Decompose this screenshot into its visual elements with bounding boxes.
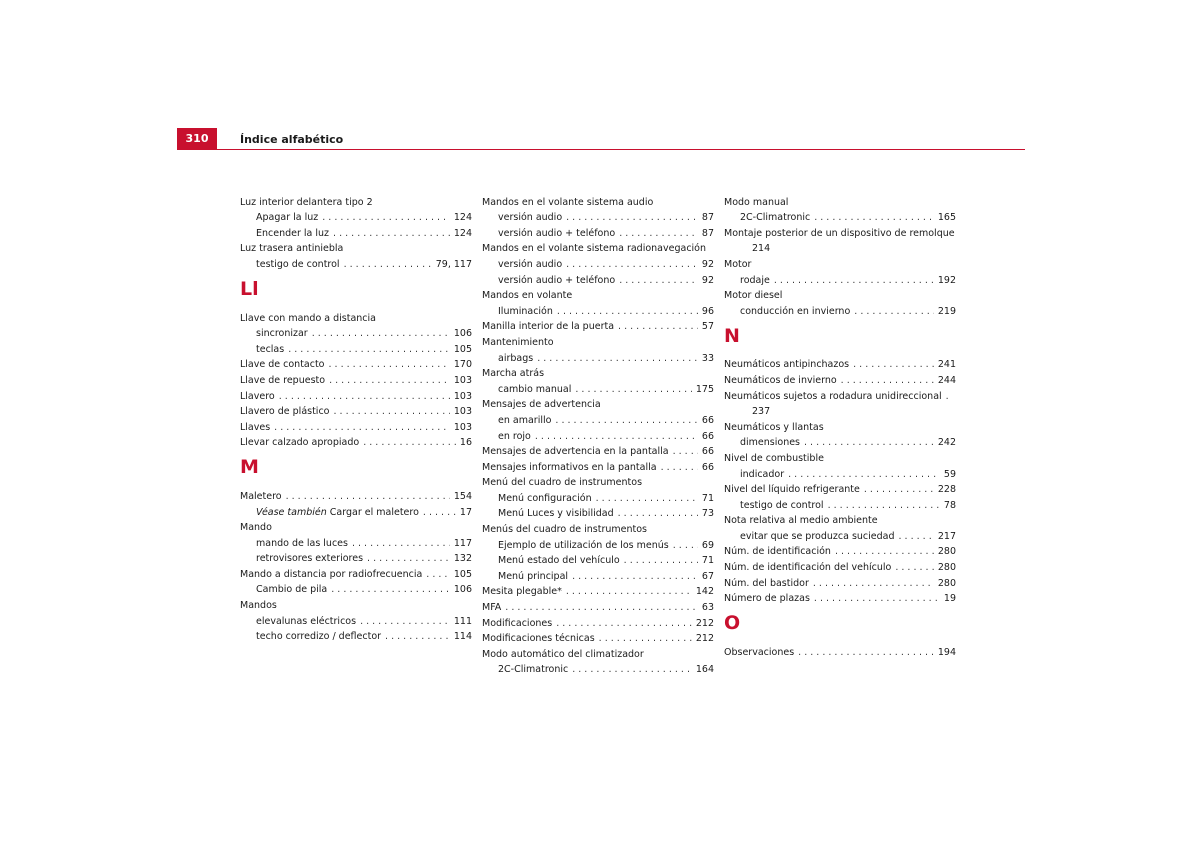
- dot-leader: [329, 359, 450, 370]
- entry-text: evitar que se produzca suciedad: [740, 530, 895, 542]
- page-reference: 280: [937, 562, 956, 574]
- index-entry: [724, 511, 956, 527]
- page-reference: 66: [701, 414, 714, 426]
- index-subentry: [724, 208, 956, 224]
- index-page-continuation: [724, 239, 956, 255]
- page-reference: 175: [695, 383, 714, 395]
- entry-text: Llevar calzado apropiado: [240, 437, 360, 449]
- index-subentry: [724, 433, 956, 449]
- index-subentry: [482, 254, 714, 270]
- entry-text: MFA: [482, 602, 502, 614]
- index-entry: [724, 448, 956, 464]
- entry-text: Ejemplo de utilización de los menús: [498, 539, 669, 551]
- dot-leader: [854, 306, 934, 317]
- page-reference: 105: [453, 343, 472, 355]
- index-entry: [482, 442, 714, 458]
- entry-text: conducción en invierno: [740, 305, 851, 317]
- section-letter-heading: Ll: [240, 277, 259, 300]
- entry-text: Mantenimiento: [482, 336, 554, 348]
- index-subentry: [482, 410, 714, 426]
- index-entry: [482, 629, 714, 645]
- entry-text: Número de plazas: [724, 593, 810, 605]
- index-entry: [482, 395, 714, 411]
- dot-leader: [572, 664, 692, 675]
- index-subentry: [482, 535, 714, 551]
- page-reference: 228: [937, 484, 956, 496]
- page-reference: 59: [943, 468, 956, 480]
- index-entry: [240, 564, 472, 580]
- entry-text: Menú principal: [498, 570, 569, 582]
- index-entry: [482, 613, 714, 629]
- index-subentry: [724, 495, 956, 511]
- index-subentry: [724, 270, 956, 286]
- page-reference: 87: [701, 212, 714, 224]
- index-subentry: [724, 464, 956, 480]
- index-subentry: [240, 611, 472, 627]
- entry-text: Mensajes de advertencia: [482, 399, 601, 411]
- index-entry: [240, 239, 472, 255]
- entry-text: elevalunas eléctricos: [256, 615, 357, 627]
- entry-text: Nota relativa al medio ambiente: [724, 515, 878, 527]
- page-reference: 117: [453, 537, 472, 549]
- section-letter-heading: O: [724, 612, 741, 635]
- dot-leader: [572, 571, 698, 582]
- dot-leader: [505, 602, 698, 613]
- index-subentry: [482, 504, 714, 520]
- entry-text: Luz interior delantera tipo 2: [240, 196, 373, 208]
- index-entry: [482, 644, 714, 660]
- entry-text: mando de las luces: [256, 537, 348, 549]
- entry-text: Mensajes informativos en la pantalla: [482, 461, 657, 473]
- index-subentry: [240, 580, 472, 596]
- page-reference: 103: [453, 390, 472, 402]
- page-reference: 66: [701, 446, 714, 458]
- page-reference: 71: [701, 492, 714, 504]
- entry-text: Llavero de plástico: [240, 406, 330, 418]
- entry-text: Nivel del líquido refrigerante: [724, 484, 860, 496]
- index-subentry: [482, 551, 714, 567]
- index-subentry: [240, 533, 472, 549]
- page-reference: 106: [453, 584, 472, 596]
- dot-leader: [423, 507, 456, 518]
- index-subentry: [482, 488, 714, 504]
- entry-text: airbags: [498, 352, 534, 364]
- entry-text: Motor diesel: [724, 290, 783, 302]
- entry-text: Mando a distancia por radiofrecuencia: [240, 568, 423, 580]
- index-subentry: [240, 339, 472, 355]
- entry-text: teclas: [256, 343, 285, 355]
- dot-leader: [385, 631, 450, 642]
- entry-text: Llaves: [240, 421, 271, 433]
- entry-text: 2C-Climatronic: [498, 664, 569, 676]
- page-reference: 192: [937, 274, 956, 286]
- dot-leader: [322, 212, 450, 223]
- entry-text: Mandos en volante: [482, 290, 573, 302]
- page-number: 310: [177, 128, 217, 150]
- entry-text: Llave con mando a distancia: [240, 312, 376, 324]
- index-subentry: [482, 566, 714, 582]
- index-entry: [240, 402, 472, 418]
- dot-leader: [367, 553, 450, 564]
- page-reference: 66: [701, 430, 714, 442]
- page-reference: 66: [701, 461, 714, 473]
- entry-text: Mandos: [240, 600, 277, 612]
- entry-text: Apagar la luz: [256, 212, 319, 224]
- index-column-2: [482, 192, 714, 675]
- entry-text: Maletero: [240, 490, 282, 502]
- page-reference: 111: [453, 615, 472, 627]
- dot-leader: [566, 586, 692, 597]
- page-reference: 165: [937, 212, 956, 224]
- index-entry: [724, 642, 956, 658]
- dot-leader: [274, 422, 450, 433]
- index-entry: [724, 542, 956, 558]
- dot-leader: [360, 616, 450, 627]
- entry-text: Luz trasera antiniebla: [240, 243, 344, 255]
- index-subentry: [240, 549, 472, 565]
- page-reference: 244: [937, 374, 956, 386]
- dot-leader: [618, 508, 698, 519]
- header-divider: [177, 149, 1025, 150]
- index-subentry: [482, 301, 714, 317]
- index-subentry: [240, 324, 472, 340]
- entry-text: Modificaciones: [482, 617, 553, 629]
- dot-leader: [835, 546, 934, 557]
- index-entry: [482, 582, 714, 598]
- entry-text: Llavero: [240, 390, 275, 402]
- index-entry: [240, 433, 472, 449]
- entry-text: Mandos en el volante sistema audio: [482, 196, 654, 208]
- entry-text: Núm. de identificación del vehículo: [724, 562, 892, 574]
- index-entry: [482, 597, 714, 613]
- dot-leader: [363, 437, 456, 448]
- entry-text: Cambio de pila: [256, 584, 328, 596]
- index-entry: [724, 355, 956, 371]
- see-also-target: Cargar el maletero: [329, 506, 419, 518]
- index-entry: [482, 364, 714, 380]
- index-entry: [724, 417, 956, 433]
- entry-text: Iluminación: [498, 305, 553, 317]
- index-entry: [724, 286, 956, 302]
- index-entry: [724, 370, 956, 386]
- index-entry: [724, 254, 956, 270]
- page-reference: 16: [459, 437, 472, 449]
- page-reference: 219: [937, 305, 956, 317]
- index-entry: [724, 589, 956, 605]
- dot-leader: [288, 344, 450, 355]
- index-entry: [724, 480, 956, 496]
- page-reference: 19: [943, 593, 956, 605]
- index-entry: [240, 417, 472, 433]
- page-reference: 33: [701, 352, 714, 364]
- dot-leader: [619, 228, 698, 239]
- entry-text: 237: [752, 406, 771, 418]
- index-entry: [482, 239, 714, 255]
- index-subentry: [240, 208, 472, 224]
- index-subentry: [482, 270, 714, 286]
- entry-text: cambio manual: [498, 383, 572, 395]
- entry-text: dimensiones: [740, 437, 801, 449]
- entry-text: Menú configuración: [498, 492, 592, 504]
- page-reference: 194: [937, 646, 956, 658]
- index-subentry: [482, 426, 714, 442]
- entry-text: Modo manual: [724, 196, 789, 208]
- dot-leader: [673, 446, 698, 457]
- entry-text: Mando: [240, 522, 272, 534]
- entry-text: Manilla interior de la puerta: [482, 321, 615, 333]
- page-reference: 69: [701, 539, 714, 551]
- dot-leader: [537, 353, 698, 364]
- page-reference: 114: [453, 631, 472, 643]
- index-page-continuation: [724, 402, 956, 418]
- dot-leader: [279, 391, 450, 402]
- index-subentry: [482, 208, 714, 224]
- dot-leader: [946, 391, 952, 402]
- page-reference: 154: [453, 490, 472, 502]
- entry-text: Llave de repuesto: [240, 374, 326, 386]
- entry-text: sincronizar: [256, 328, 308, 340]
- entry-text: Menús del cuadro de instrumentos: [482, 524, 647, 536]
- index-entry: [724, 192, 956, 208]
- entry-text: Nivel de combustible: [724, 452, 824, 464]
- page-reference: 92: [701, 258, 714, 270]
- dot-leader: [352, 538, 450, 549]
- index-subentry: [482, 660, 714, 676]
- dot-leader: [813, 578, 934, 589]
- entry-text: Montaje posterior de un dispositivo de remolque: [724, 227, 955, 239]
- entry-text: Menú Luces y visibilidad: [498, 508, 614, 520]
- index-entry: [240, 355, 472, 371]
- dot-leader: [624, 555, 698, 566]
- page-reference: 103: [453, 374, 472, 386]
- index-subentry: [482, 223, 714, 239]
- entry-text: retrovisores exteriores: [256, 553, 364, 565]
- dot-leader: [426, 569, 450, 580]
- index-subentry: [240, 254, 472, 270]
- entry-text: Llave de contacto: [240, 359, 325, 371]
- entry-text: Mensajes de advertencia en la pantalla: [482, 446, 669, 458]
- entry-text: Marcha atrás: [482, 368, 545, 380]
- entry-text: Neumáticos antipinchazos: [724, 359, 850, 371]
- index-entry: [240, 192, 472, 208]
- index-entry: [482, 286, 714, 302]
- entry-text: Núm. de identificación: [724, 546, 831, 558]
- dot-leader: [334, 406, 450, 417]
- dot-leader: [828, 500, 940, 511]
- entry-text: Modificaciones técnicas: [482, 633, 595, 645]
- dot-leader: [331, 584, 450, 595]
- page-reference: 212: [695, 633, 714, 645]
- page-reference: 242: [937, 437, 956, 449]
- page-reference: 63: [701, 602, 714, 614]
- page-reference: 71: [701, 555, 714, 567]
- dot-leader: [895, 562, 934, 573]
- dot-leader: [557, 306, 698, 317]
- page-title: Índice alfabético: [240, 133, 344, 146]
- entry-text: Neumáticos de invierno: [724, 374, 837, 386]
- dot-leader: [556, 618, 692, 629]
- page-reference: 142: [695, 586, 714, 598]
- entry-text: versión audio: [498, 212, 563, 224]
- page-reference: 87: [701, 227, 714, 239]
- entry-text: techo corredizo / deflector: [256, 631, 382, 643]
- entry-text: [256, 507, 419, 518]
- page-reference: 280: [937, 546, 956, 558]
- page-reference: 170: [453, 359, 472, 371]
- dot-leader: [864, 484, 934, 495]
- entry-text: Menú estado del vehículo: [498, 555, 620, 567]
- section-letter-heading: M: [240, 456, 259, 479]
- page-reference: 124: [453, 227, 472, 239]
- page-reference: 124: [453, 212, 472, 224]
- index-entry: [240, 595, 472, 611]
- index-entry: [724, 557, 956, 573]
- dot-leader: [798, 647, 934, 658]
- index-subentry: [724, 526, 956, 542]
- entry-text: en rojo: [498, 430, 531, 442]
- dot-leader: [566, 212, 698, 223]
- dot-leader: [619, 275, 698, 286]
- index-column-1: [240, 192, 472, 642]
- dot-leader: [899, 531, 934, 542]
- dot-leader: [673, 540, 698, 551]
- index-entry: [724, 386, 956, 402]
- entry-text: Observaciones: [724, 646, 795, 658]
- index-subentry: [240, 627, 472, 643]
- entry-text: testigo de control: [256, 258, 340, 270]
- index-entry: [482, 457, 714, 473]
- index-subentry: [482, 379, 714, 395]
- page-reference: 164: [695, 664, 714, 676]
- dot-leader: [312, 328, 450, 339]
- dot-leader: [333, 228, 450, 239]
- dot-leader: [555, 415, 697, 426]
- index-entry: [240, 386, 472, 402]
- page-reference: 132: [453, 553, 472, 565]
- index-entry: [482, 473, 714, 489]
- page-reference: 79, 117: [435, 258, 472, 270]
- index-entry: [240, 308, 472, 324]
- dot-leader: [599, 633, 692, 644]
- dot-leader: [814, 593, 940, 604]
- index-subentry: [240, 502, 472, 518]
- index-subentry: [482, 348, 714, 364]
- entry-text: Núm. del bastidor: [724, 577, 809, 589]
- index-subentry: [240, 223, 472, 239]
- entry-text: versión audio + teléfono: [498, 274, 616, 286]
- index-entry: [482, 317, 714, 333]
- page-reference: 217: [937, 530, 956, 542]
- dot-leader: [566, 259, 698, 270]
- page-reference: 57: [701, 321, 714, 333]
- index-entry: [724, 573, 956, 589]
- index-entry: [482, 192, 714, 208]
- page-reference: 103: [453, 406, 472, 418]
- index-entry: [240, 518, 472, 534]
- page-reference: 73: [701, 508, 714, 520]
- page-reference: 105: [453, 568, 472, 580]
- dot-leader: [841, 375, 934, 386]
- dot-leader: [661, 462, 698, 473]
- entry-text: indicador: [740, 468, 785, 480]
- index-entry: [240, 486, 472, 502]
- dot-leader: [853, 359, 934, 370]
- dot-leader: [804, 437, 934, 448]
- index-subentry: [724, 301, 956, 317]
- page-reference: 67: [701, 570, 714, 582]
- see-also-label: Véase también: [256, 506, 327, 518]
- entry-text: versión audio: [498, 258, 563, 270]
- entry-text: en amarillo: [498, 414, 552, 426]
- index-entry: [240, 370, 472, 386]
- page-reference: 280: [937, 577, 956, 589]
- dot-leader: [596, 493, 698, 504]
- dot-leader: [535, 431, 698, 442]
- section-letter-heading: N: [724, 324, 740, 347]
- page-reference: 106: [453, 328, 472, 340]
- entry-text: Encender la luz: [256, 227, 330, 239]
- page-reference: 78: [943, 499, 956, 511]
- entry-text: Mesita plegable*: [482, 586, 562, 598]
- index-entry: [482, 519, 714, 535]
- entry-text: Mandos en el volante sistema radionavegación: [482, 243, 707, 255]
- dot-leader: [286, 491, 450, 502]
- entry-text: rodaje: [740, 274, 770, 286]
- page-reference: 241: [937, 359, 956, 371]
- entry-text: Modo automático del climatizador: [482, 648, 644, 660]
- dot-leader: [618, 321, 698, 332]
- dot-leader: [788, 469, 940, 480]
- index-entry: [482, 332, 714, 348]
- entry-text: Neumáticos sujetos a rodadura unidireccional: [724, 390, 942, 402]
- dot-leader: [329, 375, 450, 386]
- dot-leader: [344, 259, 432, 270]
- index-column-3: [724, 192, 956, 658]
- entry-text: Motor: [724, 258, 752, 270]
- page-reference: 17: [459, 506, 472, 518]
- page-reference: 92: [701, 274, 714, 286]
- page-reference: 96: [701, 305, 714, 317]
- page-reference: 212: [695, 617, 714, 629]
- entry-text: Neumáticos y llantas: [724, 421, 824, 433]
- dot-leader: [774, 275, 934, 286]
- entry-text: 214: [752, 243, 771, 255]
- page-reference: 103: [453, 421, 472, 433]
- dot-leader: [575, 384, 691, 395]
- entry-text: Menú del cuadro de instrumentos: [482, 477, 643, 489]
- entry-text: 2C-Climatronic: [740, 212, 811, 224]
- dot-leader: [814, 212, 934, 223]
- index-entry: [724, 223, 956, 239]
- entry-text: testigo de control: [740, 499, 824, 511]
- entry-text: versión audio + teléfono: [498, 227, 616, 239]
